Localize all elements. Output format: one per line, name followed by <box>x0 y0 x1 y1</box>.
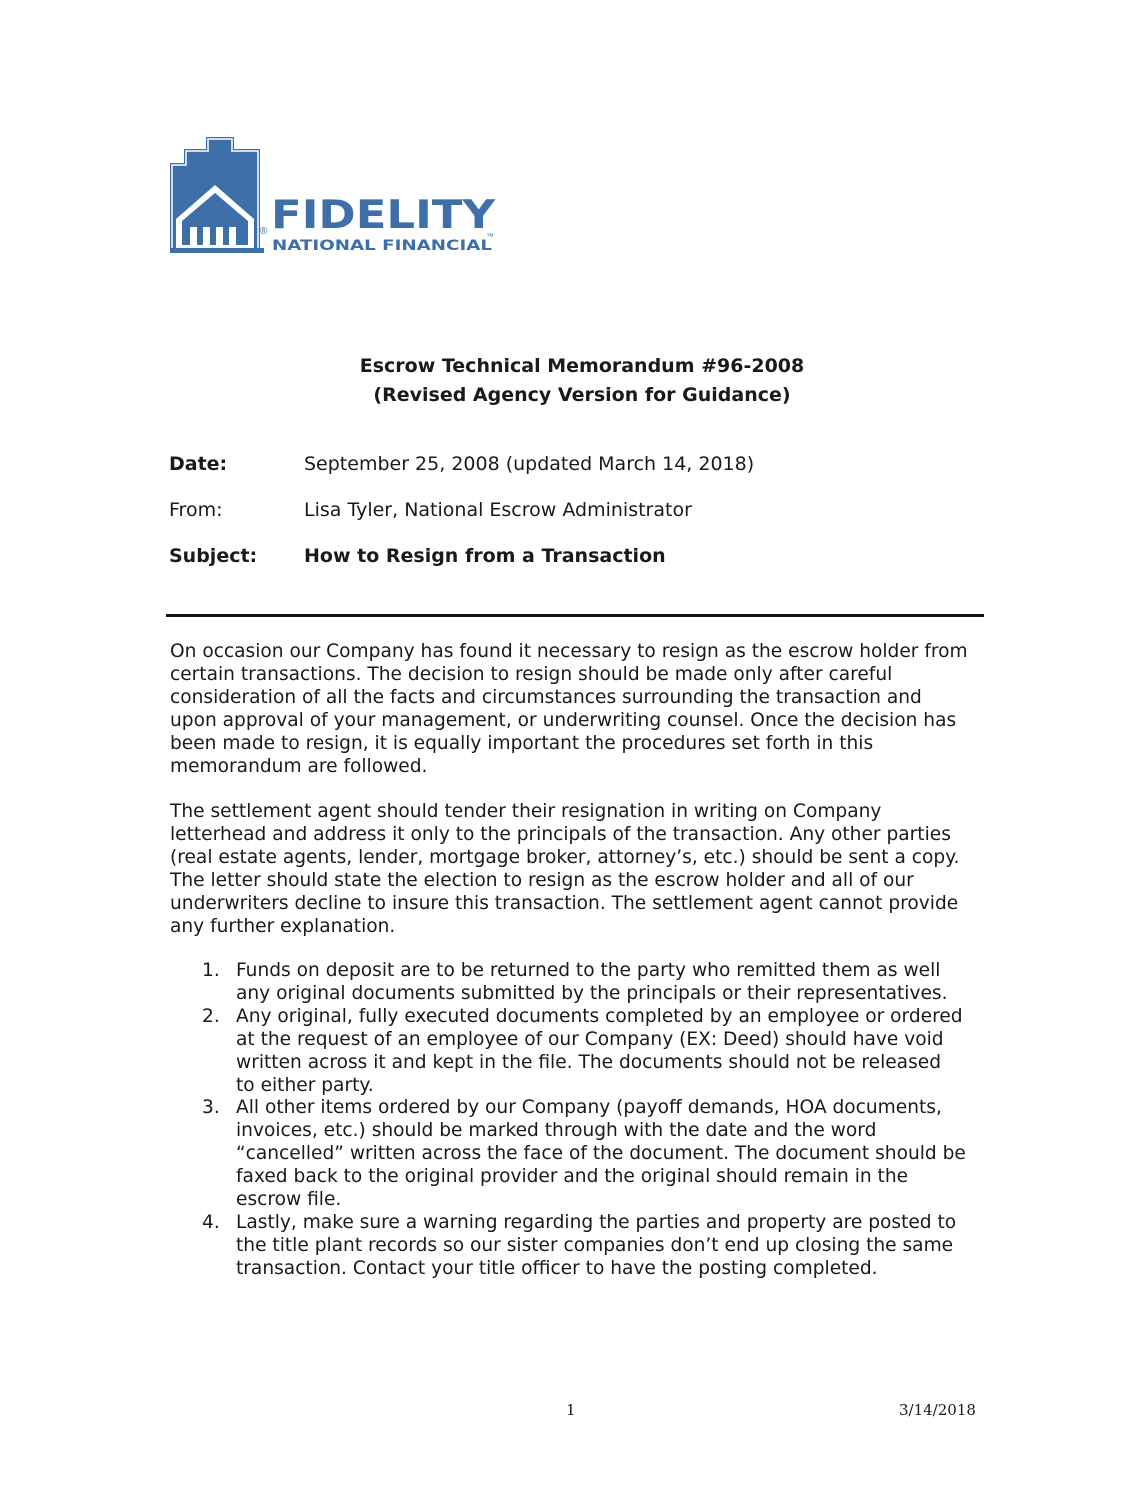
list-item-line: Lastly, make sure a warning regarding the parties and property are posted to <box>236 1211 957 1233</box>
paragraph-line: consideration of all the facts and circumstances surrounding the transaction and <box>170 686 922 708</box>
paragraph-line: The settlement agent should tender their resignation in writing on Company <box>170 801 882 822</box>
list-item-number: 3. <box>202 1097 220 1119</box>
list-item-line: invoices, etc.) should be marked through with the date and the word <box>236 1120 877 1142</box>
list-item <box>170 960 1000 1006</box>
from-value: Lisa Tyler, National Escrow Administrator <box>304 499 692 521</box>
list-item-line: any original documents submitted by the principals or their representatives. <box>236 982 948 1004</box>
list-item-number: 4. <box>202 1211 220 1233</box>
building-icon <box>170 137 264 253</box>
logo-brand-text: FIDELITY <box>271 193 496 238</box>
memo-title-block <box>170 352 994 410</box>
paragraph-line: The letter should state the election to resign as the escrow holder and all of our <box>170 869 914 891</box>
list-item <box>170 1097 1000 1212</box>
memo-subtitle: (Revised Agency Version for Guidance) <box>373 384 791 406</box>
fidelity-logo <box>168 133 508 255</box>
list-item-line: written across it and kept in the file. The documents should not be released <box>236 1051 942 1073</box>
paragraph-line: certain transactions. The decision to resign should be made only after careful <box>170 663 893 685</box>
list-item-line: at the request of an employee of our Company (EX: Deed) should have void <box>236 1028 944 1050</box>
date-value: September 25, 2008 (updated March 14, 2018) <box>304 453 755 475</box>
procedure-list <box>170 960 1000 1281</box>
list-item-line: Any original, fully executed documents completed by an employee or ordered <box>236 1005 963 1027</box>
list-item-line: to either party. <box>236 1074 374 1096</box>
logo-tagline-text: NATIONAL FINANCIAL <box>272 238 493 254</box>
list-item-line: Funds on deposit are to be returned to the party who remitted them as well <box>236 960 941 981</box>
logo-trademark: ™ <box>486 232 494 241</box>
list-item-number: 2. <box>202 1005 220 1027</box>
header-divider <box>166 614 984 617</box>
paragraph-line: any further explanation. <box>170 915 396 937</box>
list-item-line: All other items ordered by our Company (payoff demands, HOA documents, <box>236 1097 942 1119</box>
list-item-number: 1. <box>202 960 220 981</box>
subject-value: How to Resign from a Transaction <box>304 545 666 567</box>
intro-paragraph <box>170 641 1000 778</box>
memo-title: Escrow Technical Memorandum #96-2008 <box>359 355 805 377</box>
paragraph-line: underwriters decline to insure this transaction. The settlement agent cannot provide <box>170 892 959 914</box>
list-item-line: transaction. Contact your title officer to have the posting completed. <box>236 1257 878 1279</box>
from-label: From: <box>169 499 223 521</box>
subject-label: Subject: <box>169 545 258 567</box>
footer-date: 3/14/2018 <box>899 1401 976 1419</box>
list-item-line: the title plant records so our sister companies don’t end up closing the same <box>236 1234 954 1256</box>
resignation-paragraph <box>170 801 1000 938</box>
page-number: 1 <box>566 1401 576 1419</box>
paragraph-line: letterhead and address it only to the principals of the transaction. Any other parties <box>170 823 951 845</box>
list-item-line: “cancelled” written across the face of the document. The document should be <box>236 1143 966 1165</box>
list-item <box>170 1006 1000 1098</box>
list-item <box>170 1212 1000 1281</box>
paragraph-line: On occasion our Company has found it necessary to resign as the escrow holder from <box>170 641 968 662</box>
paragraph-line: (real estate agents, lender, mortgage broker, attorney’s, etc.) should be sent a copy. <box>170 846 960 868</box>
list-item-line: faxed back to the original provider and the original should remain in the <box>236 1166 909 1188</box>
paragraph-line: been made to resign, it is equally important the procedures set forth in this <box>170 732 874 754</box>
date-label: Date: <box>169 453 228 475</box>
paragraph-line: memorandum are followed. <box>170 755 428 777</box>
list-item-line: escrow file. <box>236 1189 342 1211</box>
paragraph-line: upon approval of your management, or underwriting counsel. Once the decision has <box>170 709 957 731</box>
logo-registered-mark: ® <box>260 226 268 237</box>
